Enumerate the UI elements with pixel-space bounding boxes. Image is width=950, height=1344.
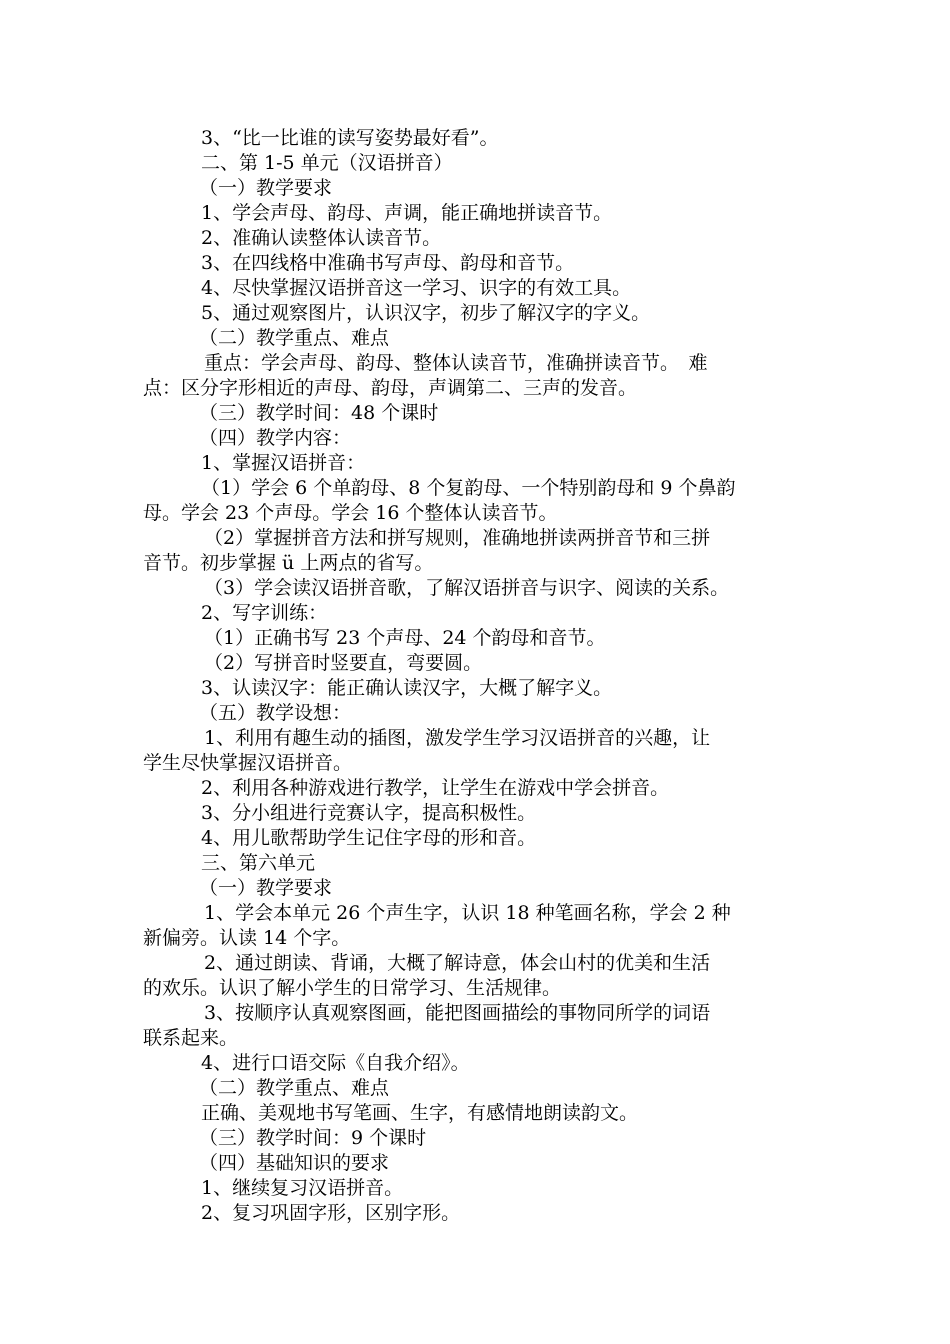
text-line: 1、利用有趣生动的插图，激发学生学习汉语拼音的兴趣，让 bbox=[204, 727, 711, 749]
text-line: 3、按顺序认真观察图画，能把图画描绘的事物同所学的词语 bbox=[204, 1002, 711, 1024]
text-line: 2、写字训练： bbox=[201, 602, 328, 624]
text-line: 母。学会 23 个声母。学会 16 个整体认读音节。 bbox=[143, 502, 558, 524]
subsection-heading: （四）教学内容： bbox=[199, 427, 352, 449]
subsection-heading: （一）教学要求 bbox=[199, 877, 333, 899]
text-line: （1）正确书写 23 个声母、24 个韵母和音节。 bbox=[204, 627, 606, 649]
text-line: 4、尽快掌握汉语拼音这一学习、识字的有效工具。 bbox=[201, 277, 632, 299]
text-line: 2、准确认读整体认读音节。 bbox=[201, 227, 442, 249]
text-line: 3、认读汉字：能正确认读汉字，大概了解字义。 bbox=[201, 677, 613, 699]
text-line: 正确、美观地书写笔画、生字，有感情地朗读韵文。 bbox=[201, 1102, 639, 1124]
text-line: 点：区分字形相近的声母、韵母，声调第二、三声的发音。 bbox=[143, 377, 638, 399]
text-line: 4、用儿歌帮助学生记住字母的形和音。 bbox=[201, 827, 537, 849]
text-line: 4、进行口语交际《自我介绍》。 bbox=[201, 1052, 470, 1074]
subsection-heading: （四）基础知识的要求 bbox=[199, 1152, 390, 1174]
subsection-heading: （三）教学时间：48 个课时 bbox=[199, 402, 439, 424]
text-line: 的欢乐。认识了解小学生的日常学习、生活规律。 bbox=[143, 977, 562, 999]
text-line: 1、掌握汉语拼音： bbox=[201, 452, 366, 474]
text-line: 1、学会声母、韵母、声调，能正确地拼读音节。 bbox=[201, 202, 613, 224]
text-line: 联系起来。 bbox=[143, 1027, 239, 1049]
text-line: 2、通过朗读、背诵，大概了解诗意，体会山村的优美和生活 bbox=[204, 952, 711, 974]
text-line: 新偏旁。认读 14 个字。 bbox=[143, 927, 351, 949]
text-line: 3、在四线格中准确书写声母、韵母和音节。 bbox=[201, 252, 575, 274]
text-line: 3、分小组进行竞赛认字，提高积极性。 bbox=[201, 802, 537, 824]
subsection-heading: （五）教学设想： bbox=[199, 702, 352, 724]
subsection-heading: （二）教学重点、难点 bbox=[199, 327, 390, 349]
subsection-heading: （三）教学时间：9 个课时 bbox=[199, 1127, 427, 1149]
section-heading: 二、第 1-5 单元（汉语拼音） bbox=[201, 152, 453, 174]
text-line: 1、继续复习汉语拼音。 bbox=[201, 1177, 404, 1199]
text-line: 2、利用各种游戏进行教学，让学生在游戏中学会拼音。 bbox=[201, 777, 670, 799]
text-line: （2）掌握拼音方法和拼写规则，准确地拼读两拼音节和三拼 bbox=[204, 527, 711, 549]
text-line: 重点：学会声母、韵母、整体认读音节，准确拼读音节。 难 bbox=[204, 352, 708, 374]
text-line: 学生尽快掌握汉语拼音。 bbox=[143, 752, 353, 774]
text-line: 3、“比一比谁的读写姿势最好看”。 bbox=[201, 127, 499, 149]
text-line: 1、学会本单元 26 个声生字，认识 18 种笔画名称，学会 2 种 bbox=[204, 902, 731, 924]
text-line: 2、复习巩固字形，区别字形。 bbox=[201, 1202, 461, 1224]
section-heading: 三、第六单元 bbox=[201, 852, 316, 874]
text-line: （3）学会读汉语拼音歌，了解汉语拼音与识字、阅读的关系。 bbox=[204, 577, 730, 599]
text-line: （2）写拼音时竖要直，弯要圆。 bbox=[204, 652, 483, 674]
subsection-heading: （二）教学重点、难点 bbox=[199, 1077, 390, 1099]
text-line: （1）学会 6 个单韵母、8 个复韵母、一个特别韵母和 9 个鼻韵 bbox=[201, 477, 736, 499]
text-line: 5、通过观察图片，认识汉字，初步了解汉字的字义。 bbox=[201, 302, 651, 324]
subsection-heading: （一）教学要求 bbox=[199, 177, 333, 199]
text-line: 音节。初步掌握 ü 上两点的省写。 bbox=[143, 552, 434, 574]
